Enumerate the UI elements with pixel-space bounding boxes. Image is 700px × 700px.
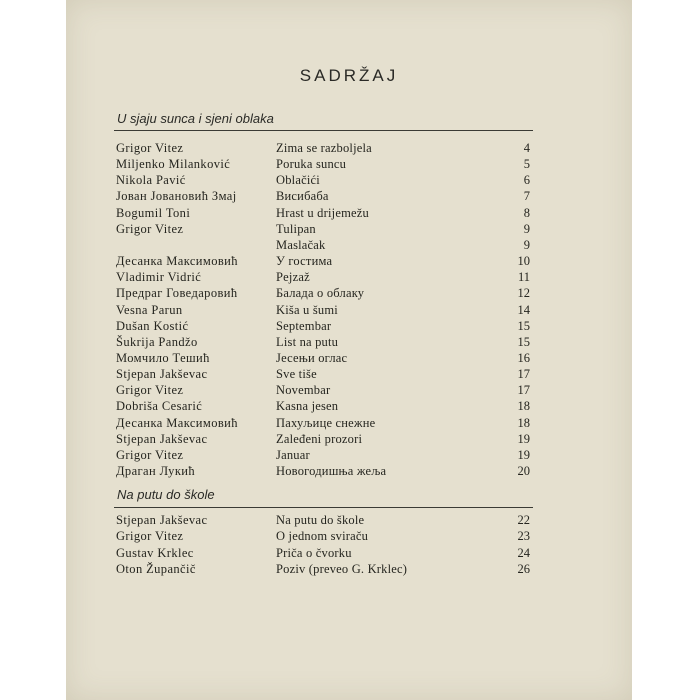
entry-poem-title: Oblačići xyxy=(276,173,320,188)
section-rule xyxy=(114,507,533,508)
toc-entry xyxy=(116,366,530,382)
entry-poem-title: Tulipan xyxy=(276,221,316,236)
entry-author: Grigor Vitez xyxy=(116,383,184,398)
entry-author: Grigor Vitez xyxy=(116,529,184,544)
entry-poem-title: Maslačak xyxy=(276,237,326,252)
toc-entry xyxy=(116,334,530,350)
entry-page-number: 23 xyxy=(517,529,530,544)
entry-author: Јован Јовановић Змај xyxy=(116,189,237,204)
toc-entry xyxy=(116,512,530,528)
book-page xyxy=(66,0,632,700)
entry-author: Stjepan Jakševac xyxy=(116,367,208,382)
entry-author: Grigor Vitez xyxy=(116,141,184,155)
toc-entry xyxy=(116,398,530,414)
entry-poem-title: Висибаба xyxy=(276,189,329,204)
toc-entry xyxy=(116,528,530,544)
toc-entry xyxy=(116,382,530,398)
entry-author: Gustav Krklec xyxy=(116,545,194,560)
entry-page-number: 19 xyxy=(517,447,530,462)
entry-poem-title: Kasna jesen xyxy=(276,399,339,414)
toc-entry xyxy=(116,221,530,237)
entry-author: Десанка Максимовић xyxy=(116,254,238,269)
toc-entry xyxy=(116,172,530,188)
entry-poem-title: Novembar xyxy=(276,383,331,398)
toc-entry xyxy=(116,253,530,269)
entry-poem-title: Na putu do škole xyxy=(276,513,365,527)
entry-page-number: 14 xyxy=(517,302,530,317)
entry-page-number: 8 xyxy=(523,205,530,220)
entry-author: Miljenko Milanković xyxy=(116,157,231,172)
toc-entry xyxy=(116,561,530,577)
entry-page-number: 6 xyxy=(523,173,530,188)
entry-page-number: 24 xyxy=(517,545,530,560)
entry-author: Oton Župančič xyxy=(116,561,196,576)
entry-poem-title: Septembar xyxy=(276,318,332,333)
entry-poem-title: Sve tiše xyxy=(276,367,317,382)
entry-poem-title: У гостима xyxy=(276,254,333,269)
section-heading: Na putu do škole xyxy=(117,487,215,502)
toc-entry xyxy=(116,285,530,301)
entry-poem-title: Priča o čvorku xyxy=(276,545,352,560)
entry-author: Драган Лукић xyxy=(116,464,196,478)
entry-author: Dobriša Cesarić xyxy=(116,399,203,414)
toc-entry xyxy=(116,140,530,156)
entry-page-number: 18 xyxy=(517,399,530,414)
entry-page-number: 9 xyxy=(523,221,530,236)
entry-poem-title: Januar xyxy=(276,447,310,462)
toc-entry xyxy=(116,205,530,221)
entry-page-number: 17 xyxy=(517,367,530,382)
entry-page-number: 9 xyxy=(523,237,530,252)
entry-page-number: 10 xyxy=(517,254,530,269)
entry-author: Šukrija Pandžo xyxy=(116,334,198,349)
toc-entry xyxy=(116,156,530,172)
toc-entry xyxy=(116,269,530,285)
toc-entry xyxy=(116,302,530,318)
entry-poem-title: O jednom sviraču xyxy=(276,529,369,544)
page-title: SADRŽAJ xyxy=(299,66,399,85)
section-heading: U sjaju sunca i sjeni oblaka xyxy=(117,111,274,126)
toc-entry xyxy=(116,415,530,431)
entry-poem-title: Новогодишња жеља xyxy=(276,464,387,478)
entry-author: Stjepan Jakševac xyxy=(116,513,208,527)
entry-poem-title: Zima se razboljela xyxy=(276,141,372,155)
entry-page-number: 15 xyxy=(517,334,530,349)
entry-page-number: 4 xyxy=(523,141,530,155)
toc-entry xyxy=(116,447,530,463)
toc-entry xyxy=(116,318,530,334)
entry-author: Grigor Vitez xyxy=(116,447,184,462)
entry-poem-title: Hrast u drijemežu xyxy=(276,205,369,220)
entry-poem-title: Јесењи оглас xyxy=(276,350,348,365)
entry-page-number: 16 xyxy=(517,350,530,365)
entry-page-number: 15 xyxy=(517,318,530,333)
entry-page-number: 7 xyxy=(523,189,530,204)
entry-poem-title: List na putu xyxy=(276,334,339,349)
entry-poem-title: Poziv (preveo G. Krklec) xyxy=(276,561,408,576)
entry-page-number: 18 xyxy=(517,415,530,430)
entry-author: Vladimir Vidrić xyxy=(116,270,202,285)
toc-entry xyxy=(116,237,530,253)
entry-author: Nikola Pavić xyxy=(116,173,186,188)
entry-poem-title: Пахуљице снежне xyxy=(276,415,376,430)
entry-page-number: 19 xyxy=(517,431,530,446)
entry-poem-title: Poruka suncu xyxy=(276,157,347,172)
entry-page-number: 12 xyxy=(517,286,530,301)
entry-poem-title: Pejzaž xyxy=(276,270,310,285)
toc-entry xyxy=(116,188,530,204)
toc-entry xyxy=(116,545,530,561)
entry-author: Предраг Говедаровић xyxy=(116,286,238,301)
entry-poem-title: Zaleđeni prozori xyxy=(276,431,363,446)
toc-entry xyxy=(116,431,530,447)
entry-page-number: 5 xyxy=(523,157,530,172)
entry-page-number: 20 xyxy=(517,464,530,478)
entry-author: Bogumil Toni xyxy=(116,205,191,220)
entry-page-number: 22 xyxy=(517,513,530,527)
entry-poem-title: Балада о облаку xyxy=(276,286,365,301)
entry-author: Stjepan Jakševac xyxy=(116,431,208,446)
entry-page-number: 11 xyxy=(517,270,530,285)
entry-author: Grigor Vitez xyxy=(116,221,184,236)
entry-author: Vesna Parun xyxy=(116,302,183,317)
toc-entry xyxy=(116,463,530,479)
entry-page-number: 17 xyxy=(517,383,530,398)
entry-poem-title: Kiša u šumi xyxy=(276,302,338,317)
toc-entry xyxy=(116,350,530,366)
entry-author: Десанка Максимовић xyxy=(116,415,238,430)
entry-page-number: 26 xyxy=(517,561,530,576)
entry-author: Dušan Kostić xyxy=(116,318,189,333)
entry-author: Момчило Тешић xyxy=(116,350,210,365)
section-rule xyxy=(114,130,533,131)
